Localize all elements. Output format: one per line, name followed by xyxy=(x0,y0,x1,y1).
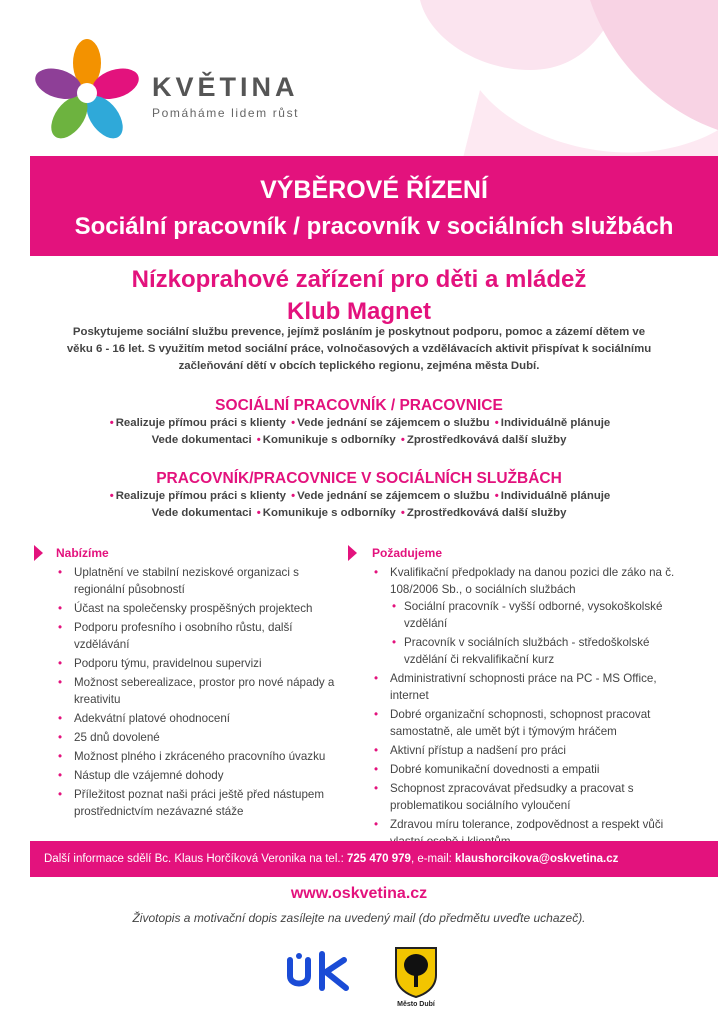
role-title: PRACOVNÍK/PRACOVNICE V SOCIÁLNÍCH SLUŽBÁCH xyxy=(156,470,562,487)
role-title: SOCIÁLNÍ PRACOVNÍK / PRACOVNICE xyxy=(215,397,503,414)
contact-text: Další informace sdělí Bc. Klaus Horčíková Veronika na tel.: xyxy=(44,853,344,865)
list-item-text: Kvalifikační předpoklady na danou pozici dle záko na č. 108/2006 Sb., o sociálních službách xyxy=(390,566,675,596)
list-item: • Zdravou míru tolerance, zodpovědnost a respekt vůči xyxy=(372,816,692,850)
duty: Zprostředkovává další služby xyxy=(406,434,567,446)
application-note: Životopis a motivační dopis zasílejte na uvedený mail (do předmětu uveďte uchazeč). xyxy=(132,911,586,925)
email-link[interactable]: klaushorcikova@oskvetina.cz xyxy=(455,853,619,865)
list-item: • Podporu profesního i osobního růstu, další vzdělávání xyxy=(56,619,346,653)
role-duties-line: • Realizuje přímou práci s klienty • Vede jednání se zájemcem o službu • Individuálně plánuje xyxy=(109,490,611,502)
phone-number[interactable]: 725 470 979 xyxy=(346,853,411,865)
duty: Vede dokumentaci xyxy=(151,434,252,446)
list-item: • Podporu týmu, pravidelnou supervizi xyxy=(56,655,346,672)
duty: Realizuje přímou práci s klienty xyxy=(115,417,286,429)
list-item: • 25 dnů dovolené xyxy=(56,729,346,746)
list-item: • Administrativní schopnosti práce na PC - MS Office, internet xyxy=(372,670,692,704)
uk-logo-icon xyxy=(286,950,354,994)
requirements-list xyxy=(372,564,692,850)
role-duties-line: Vede dokumentaci • Komunikuje s odborníky • Zprostředkovává další služby xyxy=(151,507,567,519)
banner-subtitle: Sociální pracovník / pracovník v sociálních službách xyxy=(74,213,674,240)
list-item: • Uplatnění ve stabilní neziskové organizaci s regionální působností xyxy=(56,564,346,598)
website-link[interactable]: www.oskvetina.cz xyxy=(290,885,428,902)
city-crest-icon xyxy=(393,945,439,999)
duty: Individuálně plánuje xyxy=(500,490,611,502)
duty: Individuálně plánuje xyxy=(500,417,611,429)
list-item: • Dobré organizační schopnosti, schopnost pracovat samostatně, ale umět být i týmovým hráčem xyxy=(372,706,692,740)
email-label: , e-mail: xyxy=(410,853,452,865)
list-item: • Schopnost zpracovávat předsudky a pracovat s problematikou sociálního vyloučení xyxy=(372,780,692,814)
list-item: • Adekvátní platové ohodnocení xyxy=(56,710,346,727)
duty: Realizuje přímou práci s klienty xyxy=(115,490,286,502)
duty: Komunikuje s odborníky xyxy=(262,434,396,446)
sub-list-item: • Pracovník v sociálních službách - středoškolské vzdělání či rekvalifikační kurz xyxy=(390,634,692,668)
duty: Vede jednání se zájemcem o službu xyxy=(297,490,490,502)
offer-heading: Nabízíme xyxy=(56,546,109,560)
list-item: • Možnost seberealizace, prostor pro nové nápady a kreativitu xyxy=(56,674,346,708)
list-item: • Možnost plného i zkráceného pracovního úvazku xyxy=(56,748,346,765)
role-duties-line: • Realizuje přímou práci s klienty • Vede jednání se zájemcem o službu • Individuálně plánuje xyxy=(109,417,611,429)
list-item xyxy=(372,564,692,668)
duty: Zprostředkovává další služby xyxy=(406,507,567,519)
offer-section xyxy=(56,545,346,822)
organization-title: Nízkoprahové zařízení pro děti a mládež xyxy=(131,266,587,293)
intro-line: Poskytujeme sociální službu prevence, jejímž posláním je poskytnout podporu, pomoc a zázemí dětem ve xyxy=(72,326,646,338)
duty: Vede dokumentaci xyxy=(151,507,252,519)
requirements-heading: Požadujeme xyxy=(372,546,443,560)
duty: Komunikuje s odborníky xyxy=(262,507,396,519)
list-item: • Aktivní přístup a nadšení pro práci xyxy=(372,742,692,759)
hands-decoration xyxy=(360,0,718,170)
arrow-icon xyxy=(34,545,43,561)
sub-list-item: • Sociální pracovník - vyšší odborné, vysokoškolské vzdělání xyxy=(390,598,692,632)
crest-label: Město Dubí xyxy=(397,1001,435,1008)
list-item: • Příležitost poznat naši práci ještě před nástupem prostřednictvím nezávazné stáže xyxy=(56,786,346,820)
offer-list xyxy=(56,564,346,820)
brand-tagline: Pomáháme lidem růst xyxy=(152,106,300,120)
title-banner xyxy=(30,156,718,256)
role-duties-line: Vede dokumentaci • Komunikuje s odborníky • Zprostředkovává další služby xyxy=(151,434,567,446)
requirements-section xyxy=(372,545,692,852)
contact-bar xyxy=(30,841,718,877)
intro-text xyxy=(30,324,688,375)
list-item: • Účast na společensky prospěšných projektech xyxy=(56,600,346,617)
duty: Vede jednání se zájemcem o službu xyxy=(297,417,490,429)
banner-title: VÝBĚROVÉ ŘÍZENÍ xyxy=(260,176,488,204)
brand-name: KVĚTINA xyxy=(152,72,299,102)
flower-logo-icon xyxy=(32,38,142,148)
arrow-icon xyxy=(348,545,357,561)
organization-name: Klub Magnet xyxy=(287,298,431,325)
brand-logo xyxy=(32,38,352,148)
intro-line: začleňování dětí v obcích teplického regionu, zejména města Dubí. xyxy=(178,360,540,372)
list-item: • Nástup dle vzájemné dohody xyxy=(56,767,346,784)
list-item: • Dobré komunikační dovednosti a empatii xyxy=(372,761,692,778)
intro-line: věku 6 - 16 let. S využitím metod sociální práce, volnočasových a vzdělávacích aktivit přispívat k sociálnímu xyxy=(66,343,652,355)
sub-list xyxy=(390,598,692,668)
